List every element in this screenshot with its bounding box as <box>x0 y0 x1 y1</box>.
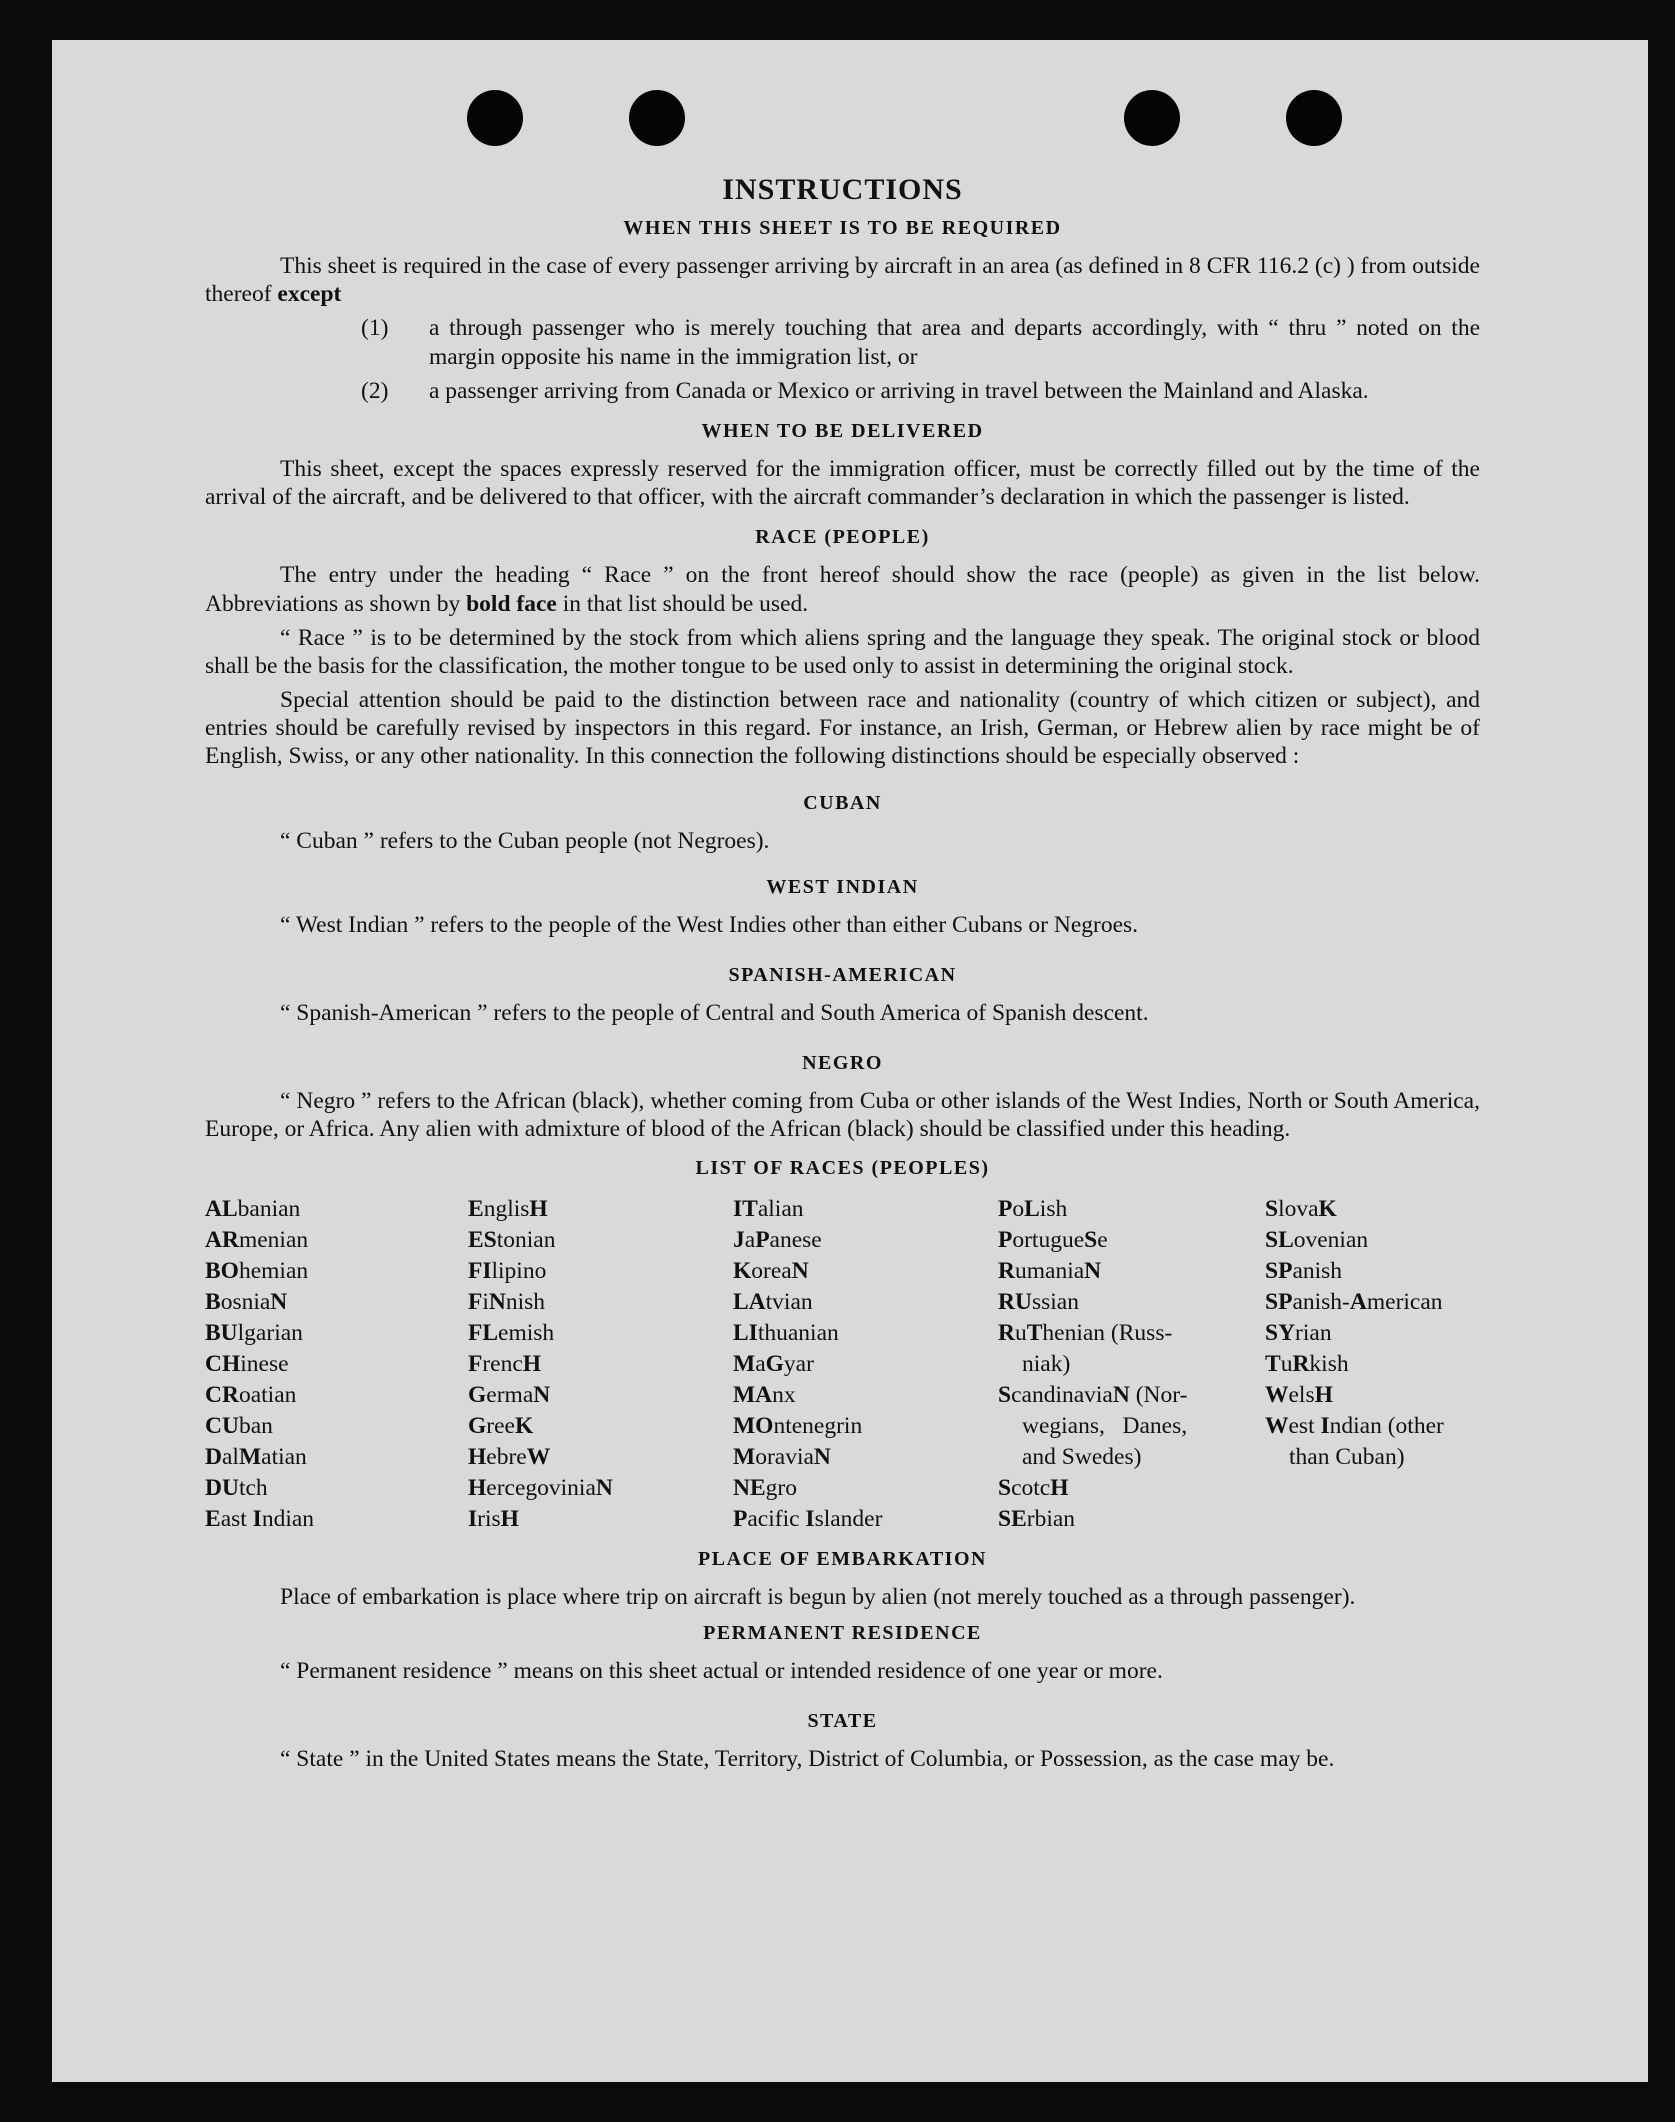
races-column <box>998 1194 1265 1535</box>
paragraph-text: in that list should be used. <box>562 590 809 617</box>
paragraph: “ Cuban ” refers to the Cuban people (not Negroes). <box>280 827 770 854</box>
race-entry: ARmenian <box>205 1226 309 1253</box>
section-heading: NEGRO <box>802 1052 883 1075</box>
race-entry: HebreW <box>468 1443 551 1470</box>
paragraph: “ State ” in the United States means the State, Territory, District of Columbia, or Possession, as the case may be. <box>280 1746 1335 1773</box>
race-entry: CHinese <box>205 1350 289 1377</box>
paragraph: Special attention should be paid to the distinction between race and nationality (country of which citizen or subject), and entries should be carefully revised by inspectors in this regard. For instance, an Irish, German, or Hebrew alien by race might be of English, Swiss, or any other nationality. In this connection the following distinctions should be especially observed : <box>205 687 1480 770</box>
race-entry: GreeK <box>468 1412 534 1439</box>
race-entry: SLovenian <box>1265 1226 1369 1253</box>
section-heading: CUBAN <box>803 791 882 814</box>
item-text: a through passenger who is merely touching that area and departs accordingly, with “ thru ” noted on the margin opposite his name in the immigration list, or <box>429 315 1480 370</box>
race-entry: HercegoviniaN <box>468 1474 613 1501</box>
race-entry: FLemish <box>468 1319 555 1346</box>
race-entry: DUtch <box>205 1474 268 1501</box>
emphasis-text: except <box>277 281 342 308</box>
race-entry: East Indian <box>205 1505 315 1532</box>
paragraph-text: This sheet is required in the case of every passenger arriving by aircraft in an area (as defined in 8 CFR 116.2 (c) ) from outside thereof <box>205 253 1480 308</box>
race-entry: niak) <box>1022 1350 1071 1377</box>
race-entry: ALbanian <box>205 1195 301 1222</box>
race-entry: IrisH <box>468 1505 519 1532</box>
paragraph: This sheet, except the spaces expressly reserved for the immigration officer, must be correctly filled out by the time of the arrival of the aircraft, and be delivered to that officer, with the aircraft commander’s declaration in which the passenger is listed. <box>205 455 1480 511</box>
paragraph: “ Race ” is to be determined by the stock from which aliens spring and the language they speak. The original stock or blood shall be the basis for the classification, the mother tongue to be used only to assist in determining the original stock. <box>205 624 1480 679</box>
race-entry: RumaniaN <box>998 1257 1102 1284</box>
race-entry: MOntenegrin <box>733 1412 863 1439</box>
races-column <box>733 1194 998 1535</box>
section-heading: WHEN THIS SHEET IS TO BE REQUIRED <box>623 217 1062 239</box>
instructions-content <box>205 172 1480 1773</box>
race-entry: SErbian <box>998 1505 1076 1532</box>
race-entry: PoLish <box>998 1195 1068 1222</box>
race-entry: RUssian <box>998 1288 1079 1315</box>
race-entry: LAtvian <box>733 1288 813 1315</box>
race-entry: EStonian <box>468 1226 556 1253</box>
race-entry: FrencH <box>468 1350 542 1377</box>
race-entry: EnglisH <box>468 1195 548 1222</box>
race-entry: LIthuanian <box>733 1319 839 1346</box>
races-column <box>468 1194 733 1535</box>
paragraph: Place of embarkation is place where trip on aircraft is begun by alien (not merely touched as a through passenger). <box>280 1583 1356 1610</box>
race-entry: SlovaK <box>1265 1195 1337 1222</box>
item-number: (2) <box>361 377 389 404</box>
section-heading: PERMANENT RESIDENCE <box>703 1621 982 1644</box>
race-entry: NEgro <box>733 1474 797 1501</box>
race-entry: BUlgarian <box>205 1319 303 1346</box>
race-entry: PortugueSe <box>998 1226 1108 1253</box>
race-entry: FiNnish <box>468 1288 546 1315</box>
race-entry: ScotcH <box>998 1474 1069 1501</box>
item-text: a passenger arriving from Canada or Mexico or arriving in travel between the Mainland and Alaska. <box>429 377 1369 404</box>
race-entry: ITalian <box>733 1195 804 1222</box>
races-column <box>205 1194 468 1535</box>
race-entry: GermaN <box>468 1381 551 1408</box>
race-entry: CUban <box>205 1412 273 1439</box>
race-entry: TuRkish <box>1265 1350 1349 1377</box>
section-heading: RACE (PEOPLE) <box>755 526 930 549</box>
punch-hole <box>467 90 523 146</box>
race-entry: MoraviaN <box>733 1443 831 1470</box>
race-entry: WelsH <box>1265 1381 1333 1408</box>
section-heading: WHEN TO BE DELIVERED <box>701 419 984 442</box>
paragraph: “ Permanent residence ” means on this sheet actual or intended residence of one year or more. <box>280 1657 1163 1684</box>
list-item <box>355 377 1480 405</box>
race-entry: SPanish-American <box>1265 1288 1443 1315</box>
punch-hole <box>1286 90 1342 146</box>
race-entry: DalMatian <box>205 1443 307 1470</box>
race-entry: wegians, Danes, <box>1022 1412 1188 1439</box>
race-entry: and Swedes) <box>1022 1443 1142 1470</box>
section-heading: STATE <box>807 1710 878 1733</box>
race-entry: SPanish <box>1265 1257 1343 1284</box>
paragraph <box>205 561 1480 617</box>
race-entry: RuThenian (Russ- <box>998 1319 1173 1346</box>
emphasis-text: bold face <box>466 590 557 617</box>
paragraph-text: The entry under the heading “ Race ” on the front hereof should show the race (people) as given in the list below. Abbreviations as shown by <box>205 562 1480 617</box>
race-entry: CRoatian <box>205 1381 297 1408</box>
section-heading: LIST OF RACES (PEOPLES) <box>695 1156 990 1179</box>
race-entry: MaGyar <box>733 1350 814 1377</box>
section-heading: PLACE OF EMBARKATION <box>698 1547 987 1570</box>
paragraph: “ West Indian ” refers to the people of the West Indies other than either Cubans or Negroes. <box>280 911 1139 938</box>
races-column <box>1265 1194 1480 1535</box>
race-entry: West Indian (other <box>1265 1412 1444 1439</box>
section-heading: WEST INDIAN <box>766 875 919 898</box>
paragraph: “ Negro ” refers to the African (black), whether coming from Cuba or other islands of the West Indies, North or South America, Europe, or Africa. Any alien with admixture of blood of the African (black) should be classified under this heading. <box>205 1088 1480 1143</box>
races-list <box>205 1194 1480 1535</box>
race-entry: KoreaN <box>733 1257 809 1284</box>
race-entry: JaPanese <box>733 1226 822 1253</box>
list-item <box>355 314 1480 370</box>
punch-hole <box>629 90 685 146</box>
race-entry: than Cuban) <box>1289 1443 1405 1470</box>
paragraph: “ Spanish-American ” refers to the people of Central and South America of Spanish descent. <box>280 1000 1149 1026</box>
item-number: (1) <box>361 315 389 342</box>
race-entry: Pacific Islander <box>733 1505 883 1532</box>
race-entry: MAnx <box>733 1381 796 1408</box>
race-entry: BOhemian <box>205 1257 309 1284</box>
race-entry: BosniaN <box>205 1288 288 1315</box>
section-heading: SPANISH-AMERICAN <box>728 964 957 986</box>
race-entry: SYrian <box>1265 1319 1332 1346</box>
race-entry: FIlipino <box>468 1257 547 1284</box>
punch-hole <box>1124 90 1180 146</box>
race-entry: ScandinaviaN (Nor- <box>998 1381 1188 1408</box>
page-title: INSTRUCTIONS <box>722 173 963 206</box>
paragraph <box>205 252 1480 308</box>
